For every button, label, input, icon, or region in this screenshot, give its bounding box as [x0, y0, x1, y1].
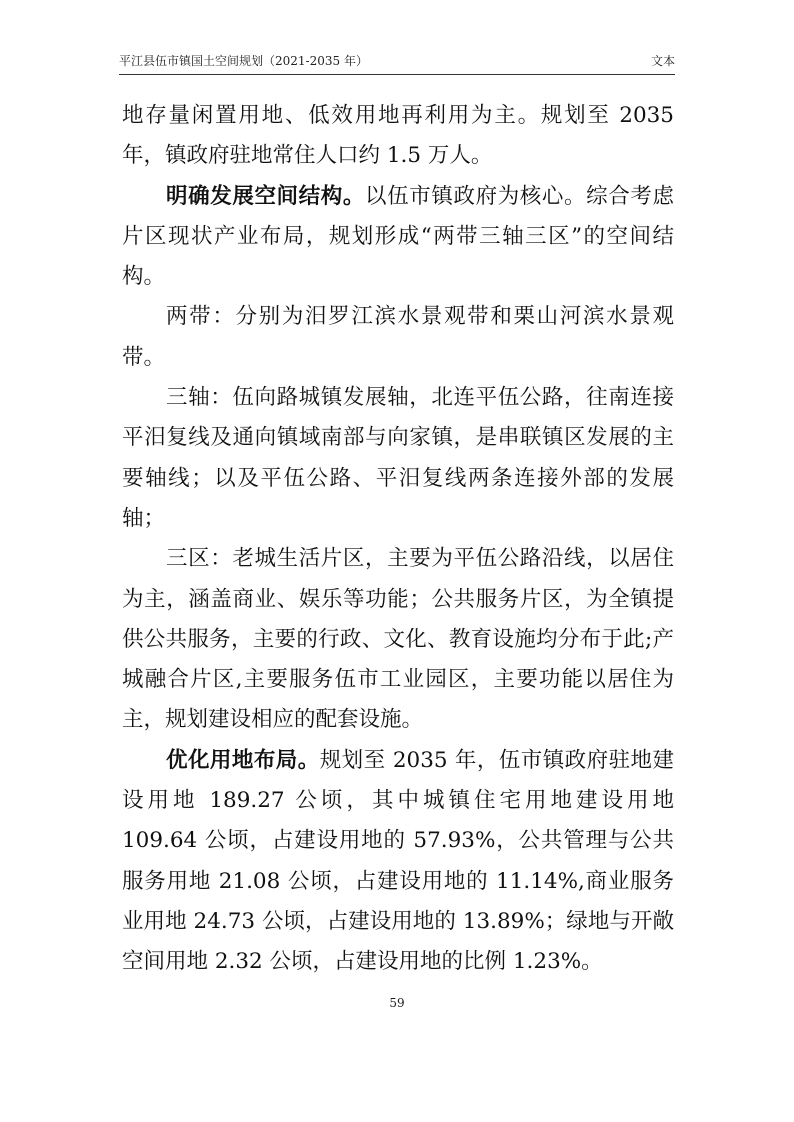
paragraph-5: 三区：老城生活片区，主要为平伍公路沿线，以居住为主，涵盖商业、娱乐等功能；公共服务片区，为全镇提供公共服务，主要的行政、文化、教育设施均分布于此;产城融合片区,主要服务伍市工业园区，主要功能以居住为主，规划建设相应的配套设施。 — [122, 546, 674, 733]
document-title: 平江县伍市镇国土空间规划（2021-2035 年） — [119, 54, 368, 68]
paragraph-3: 两带：分别为汨罗江滨水景观带和栗山河滨水景观带。 — [122, 304, 674, 370]
page-number: 59 — [389, 996, 405, 1010]
paragraph-4: 三轴：伍向路城镇发展轴，北连平伍公路，往南连接平汨复线及通向镇域南部与向家镇，是串联镇区发展的主要轴线；以及平伍公路、平汨复线两条连接外部的发展轴； — [122, 385, 674, 531]
page-header — [119, 50, 675, 72]
paragraph-1: 地存量闲置用地、低效用地再利用为主。规划至 2035 年，镇政府驻地常住人口约 1.5 万人。 — [122, 103, 674, 169]
body-text — [122, 96, 674, 983]
paragraph-6-heading: 优化用地布局。 — [166, 747, 320, 773]
section-label: 文本 — [650, 54, 675, 68]
paragraph-2-text: 以伍市镇政府为核心。综合考虑片区现状产业布局，规划形成“两带三轴三区”的空间结构。 — [122, 183, 674, 290]
paragraph-6-text: 规划至 2035 年，伍市镇政府驻地建设用地 189.27 公顷，其中城镇住宅用地建设用地 109.64 公顷，占建设用地的 57.93%，公共管理与公共服务用地 21.08 公顷，占建设用地的 11.14%,商业服务业用地 24.73 公顷，占建设用地的 13.89%；绿地与开敞空间用地 2.32 公顷，占建设用地的比例 1.23%。 — [122, 747, 674, 975]
paragraph-2 — [122, 177, 674, 298]
paragraph-2-heading: 明确发展空间结构。 — [166, 183, 366, 209]
paragraph-6 — [122, 741, 674, 983]
header-rule — [119, 74, 675, 75]
